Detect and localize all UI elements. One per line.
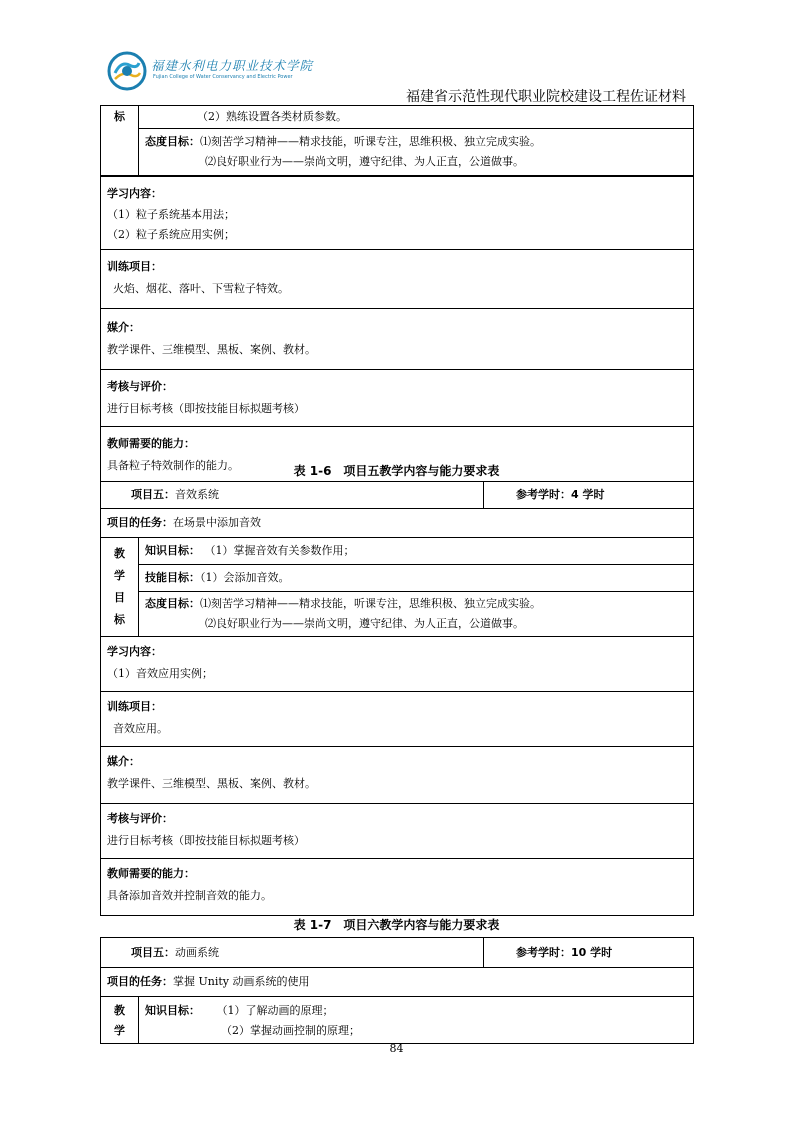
teacher-ability-label: 教师需要的能力： <box>107 437 195 450</box>
attitude-cell <box>139 129 694 177</box>
goal-column-cell <box>101 106 139 177</box>
task-text: 掌握 Unity 动画系统的使用 <box>173 975 310 988</box>
project-name: 动画系统 <box>175 946 219 959</box>
training-label: 训练项目： <box>107 260 162 273</box>
knowledge-label: 知识目标： <box>145 1004 200 1017</box>
project-label: 项目五： <box>131 488 175 501</box>
attitude-line-1: ⑴刻苦学习精神——精求技能，听课专注，思维积极、独立完成实验。 <box>200 597 541 610</box>
project-task-cell <box>101 968 694 997</box>
evaluation-text: 进行目标考核（即按技能目标拟题考核） <box>107 834 305 847</box>
media-cell <box>101 747 694 804</box>
project-task-cell <box>101 509 694 538</box>
knowledge-line-2: （2）掌握动画控制的原理； <box>221 1024 360 1037</box>
goal-char: 教 <box>114 547 125 560</box>
media-label: 媒介： <box>107 321 140 334</box>
learning-content-item: （1）音效应用实例； <box>107 667 213 680</box>
header-title: 福建省示范性现代职业院校建设工程佐证材料 <box>406 89 686 105</box>
college-logo <box>107 50 314 92</box>
attitude-line-2: ⑵良好职业行为——崇尚文明，遵守纪律、为人正直，公道做事。 <box>205 155 524 168</box>
project-name-cell <box>101 938 484 968</box>
teacher-ability-label: 教师需要的能力： <box>107 867 195 880</box>
learning-content-cell <box>101 637 694 692</box>
task-label: 项目的任务： <box>107 975 173 988</box>
evaluation-cell <box>101 370 694 427</box>
project-name: 音效系统 <box>175 488 219 501</box>
skill-line-2: （2）熟练设置各类材质参数。 <box>197 110 347 123</box>
task-label: 项目的任务： <box>107 516 173 529</box>
skill-text: （1）会添加音效。 <box>200 571 290 584</box>
teacher-ability-cell <box>101 859 694 916</box>
attitude-line-2: ⑵良好职业行为——崇尚文明，遵守纪律、为人正直，公道做事。 <box>205 617 524 630</box>
goal-char: 标 <box>114 613 125 626</box>
knowledge-goal-cell <box>139 997 694 1044</box>
hours-label: 参考学时： <box>516 488 571 501</box>
goal-column-label: 标 <box>114 110 125 123</box>
hours-value: 4 学时 <box>571 488 605 501</box>
college-emblem-icon <box>107 51 147 91</box>
learning-content-item: （2）粒子系统应用实例； <box>107 228 235 241</box>
goal-char: 学 <box>114 1024 125 1037</box>
media-text: 教学课件、三维模型、黑板、案例、教材。 <box>107 777 316 790</box>
learning-content-item: （1）粒子系统基本用法； <box>107 208 235 221</box>
knowledge-line-1: （1）了解动画的原理； <box>222 1004 334 1017</box>
evaluation-label: 考核与评价： <box>107 380 173 393</box>
teacher-ability-text: 具备添加音效并控制音效的能力。 <box>107 889 272 902</box>
table-1-6 <box>100 481 694 916</box>
attitude-label: 态度目标： <box>145 135 200 148</box>
training-text: 火焰、烟花、落叶、下雪粒子特效。 <box>113 282 289 295</box>
goal-char: 学 <box>114 569 125 582</box>
training-label: 训练项目： <box>107 700 162 713</box>
hours-cell <box>484 482 694 509</box>
project-name-cell <box>101 482 484 509</box>
learning-content-label: 学习内容： <box>107 187 162 200</box>
training-cell <box>101 692 694 747</box>
goal-char: 目 <box>114 591 125 604</box>
learning-content-label: 学习内容： <box>107 645 162 658</box>
goal-char: 教 <box>114 1004 125 1017</box>
logo-chinese-name: 福建水利电力职业技术学院 <box>151 58 314 73</box>
teacher-ability-text: 具备粒子特效制作的能力。 <box>107 459 239 472</box>
skill-label: 技能目标： <box>145 571 200 584</box>
attitude-label: 态度目标： <box>145 597 200 610</box>
training-cell <box>101 250 694 309</box>
logo-english-name: Fujian College of Water Conservancy and Electric Power <box>153 74 293 80</box>
project-label: 项目五： <box>131 946 175 959</box>
attitude-goal-cell <box>139 592 694 637</box>
learning-content-cell <box>101 176 694 250</box>
knowledge-goal-cell <box>139 538 694 565</box>
hours-value: 10 学时 <box>571 946 613 959</box>
media-label: 媒介： <box>107 755 140 768</box>
table-continuation <box>100 105 694 482</box>
skill-cell <box>139 106 694 129</box>
hours-cell <box>484 938 694 968</box>
media-cell <box>101 309 694 370</box>
knowledge-text: （1）掌握音效有关参数作用； <box>210 544 355 557</box>
task-text: 在场景中添加音效 <box>173 516 261 529</box>
table-caption-1-7: 表 1-7 项目六教学内容与能力要求表 <box>293 918 500 932</box>
skill-goal-cell <box>139 565 694 592</box>
table-1-7 <box>100 937 694 1044</box>
teaching-goal-column <box>101 997 139 1044</box>
evaluation-cell <box>101 804 694 859</box>
hours-label: 参考学时： <box>516 946 571 959</box>
page-number: 84 <box>389 1042 404 1055</box>
teaching-goal-column <box>101 538 139 637</box>
attitude-line-1: ⑴刻苦学习精神——精求技能，听课专注，思维积极、独立完成实验。 <box>200 135 541 148</box>
evaluation-label: 考核与评价： <box>107 812 173 825</box>
table-caption-1-6: 表 1-6 项目五教学内容与能力要求表 <box>293 464 500 478</box>
evaluation-text: 进行目标考核（即按技能目标拟题考核） <box>107 402 305 415</box>
training-text: 音效应用。 <box>113 722 168 735</box>
media-text: 教学课件、三维模型、黑板、案例、教材。 <box>107 343 316 356</box>
knowledge-label: 知识目标： <box>145 544 200 557</box>
